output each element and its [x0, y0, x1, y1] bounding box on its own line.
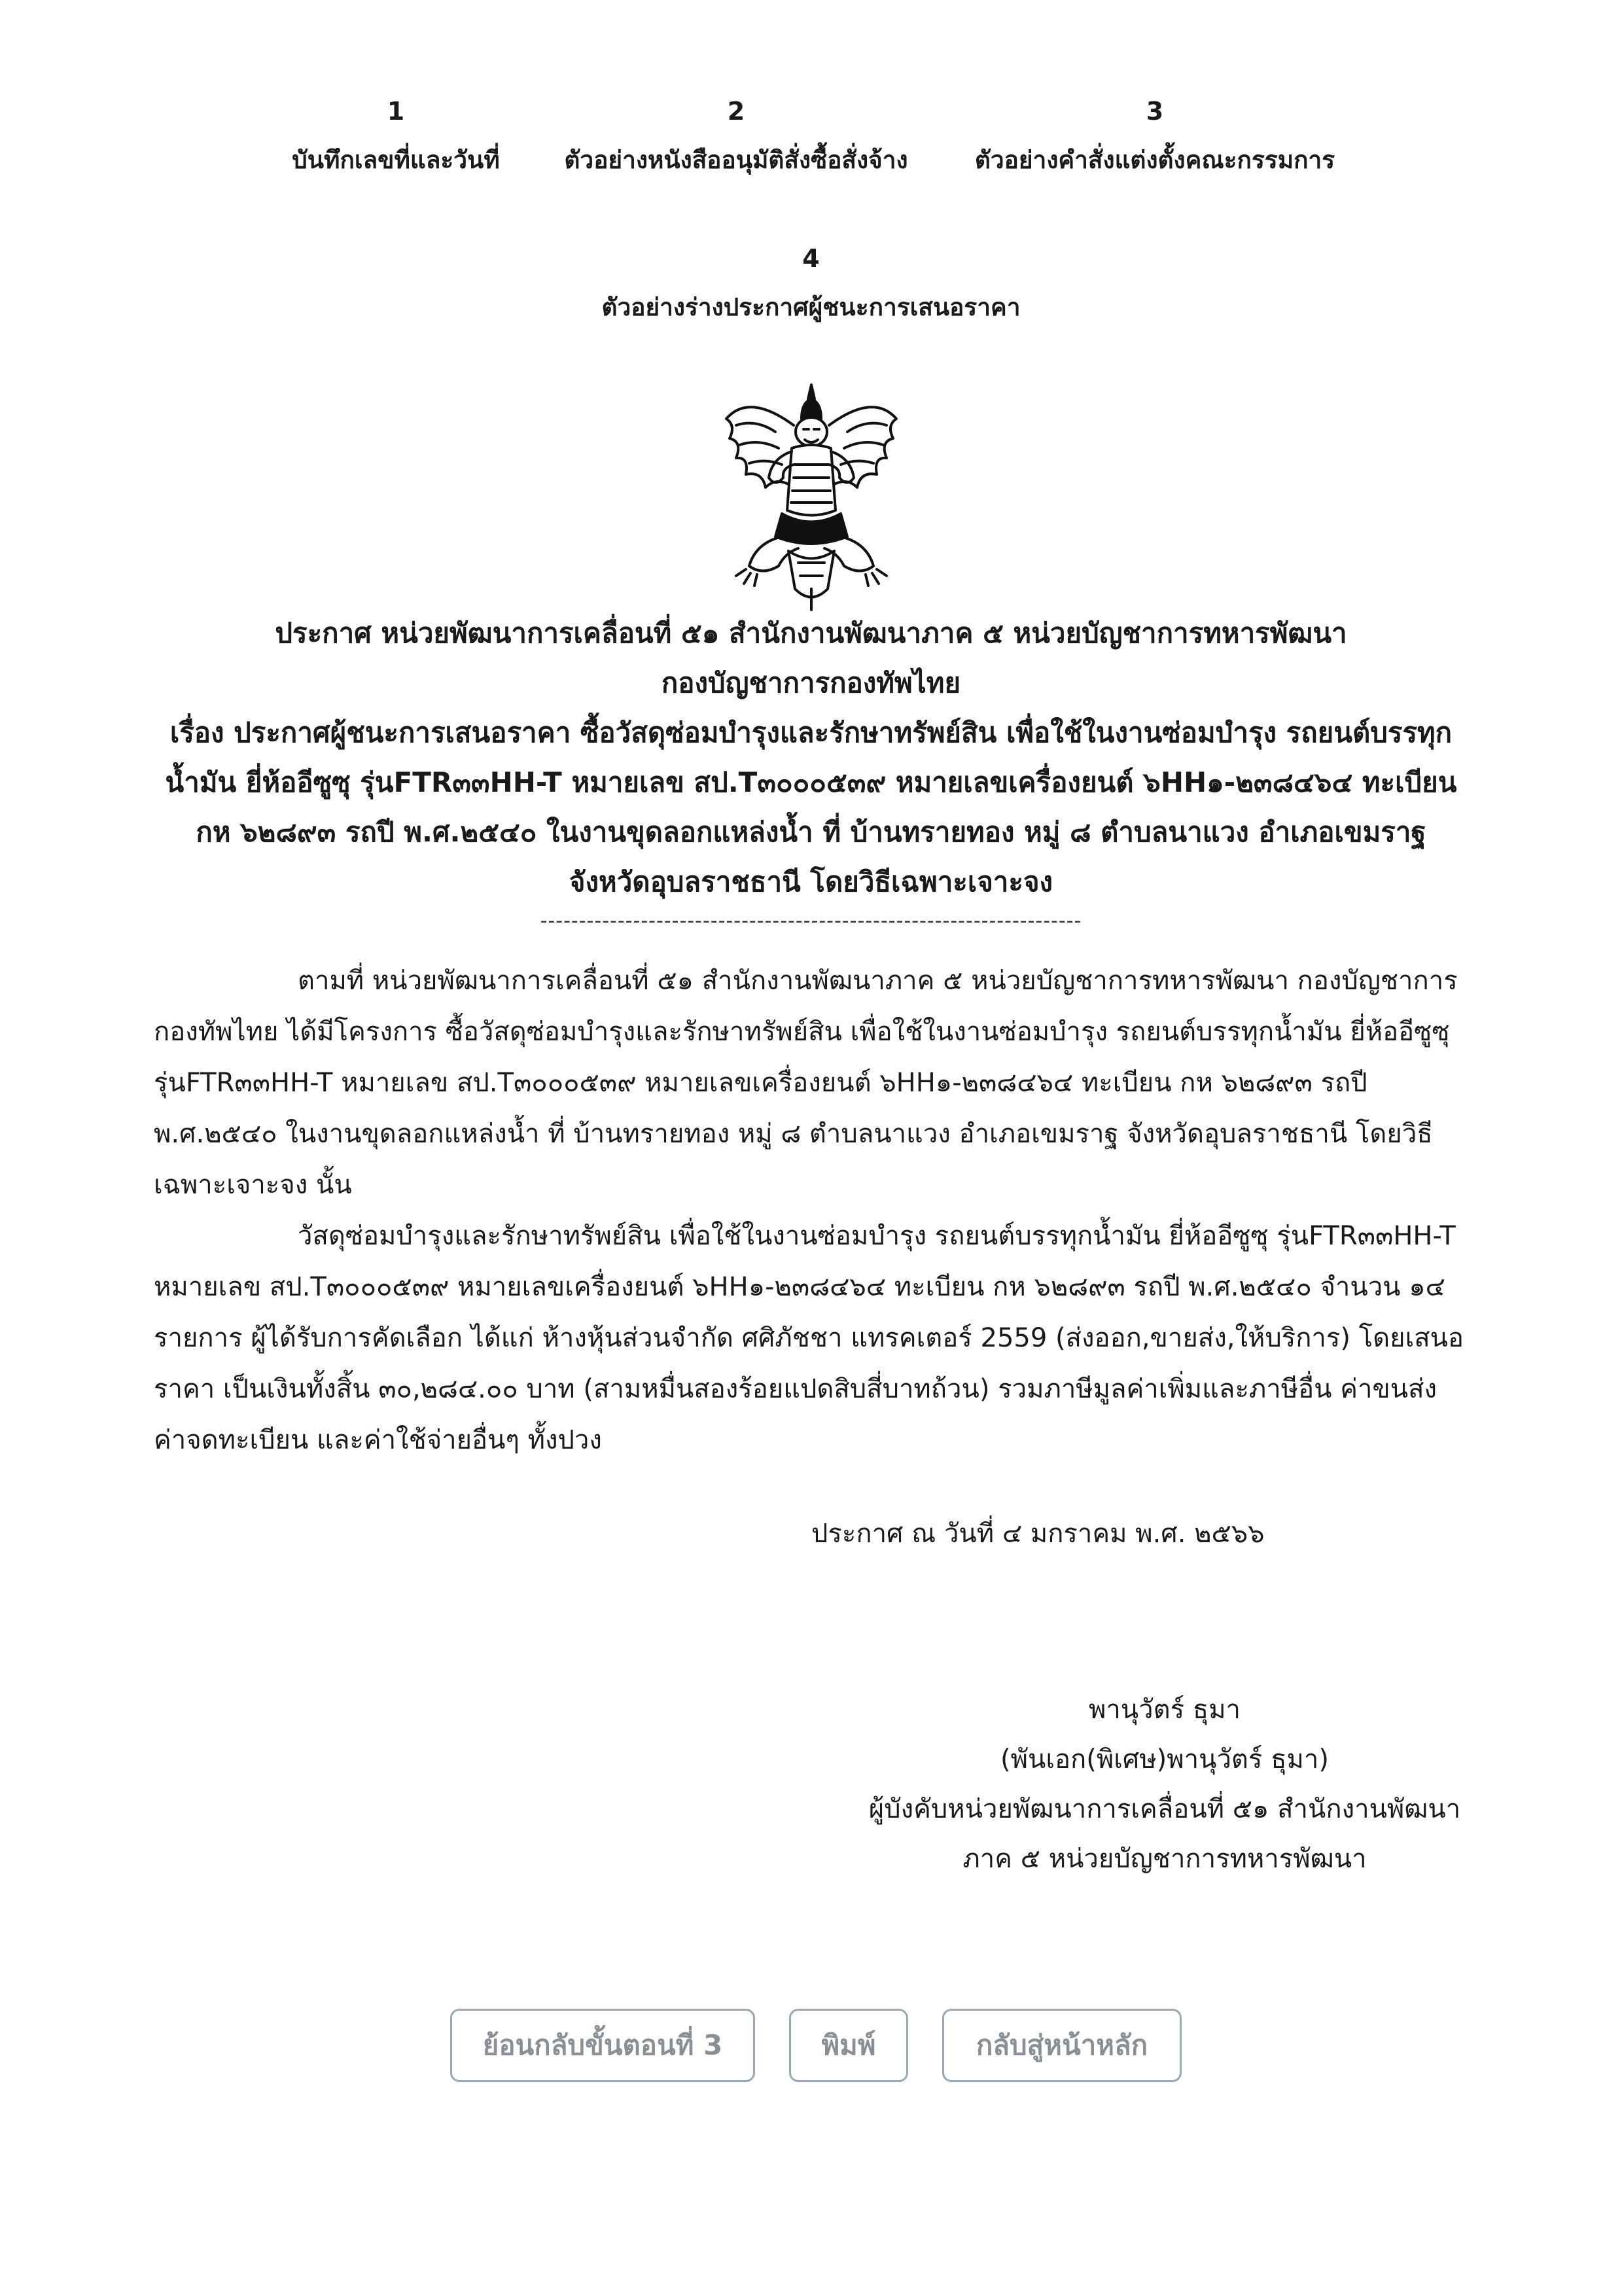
- action-buttons: [0, 2009, 1622, 2087]
- step-4: [0, 239, 1622, 337]
- back-to-step-3-button[interactable]: ย้อนกลับขั้นตอนที่ 3: [450, 2009, 755, 2082]
- signer-rank-name: (พันเอก(พิเศษ)พานุวัตร์ ธุมา): [1000, 1744, 1329, 1775]
- step-1: [265, 92, 527, 190]
- back-to-home-button[interactable]: กลับสู่หน้าหลัก: [942, 2009, 1182, 2082]
- step-number: 1: [387, 97, 405, 126]
- announcement-heading: [118, 609, 1504, 907]
- signer-name: พานุวัตร์ ธุมา: [1088, 1695, 1241, 1725]
- step-indicator: [0, 92, 1622, 236]
- step-label: ตัวอย่างร่างประกาศผู้ชนะการเสนอราคา: [601, 293, 1021, 321]
- garuda-emblem-icon: [710, 380, 913, 615]
- step-label: ตัวอย่างหนังสืออนุมัติสั่งซื้อสั่งจ้าง: [564, 146, 908, 174]
- separator-line: ----------------------------------------------------------------------: [540, 910, 1082, 932]
- step-number: 2: [727, 97, 745, 126]
- step-number: 3: [1146, 97, 1164, 126]
- step-label: บันทึกเลขที่และวันที่: [292, 146, 500, 174]
- signer-position-line: ผู้บังคับหน่วยพัฒนาการเคลื่อนที่ ๕๑ สำนักงานพัฒนา: [868, 1794, 1461, 1824]
- heading-line: น้ำมัน ยี่ห้ออีซูซุ รุ่นFTR๓๓HH-T หมายเลข สป.T๓๐๐๐๕๓๙ หมายเลขเครื่องยนต์ ๖HH๑-๒๓๘๔๖๔ ทะเบียน: [165, 766, 1457, 798]
- signature-block: [811, 1685, 1518, 1884]
- step-label: ตัวอย่างคำสั่งแต่งตั้งคณะกรรมการ: [974, 146, 1335, 174]
- heading-line: กองบัญชาการกองทัพไทย: [661, 667, 961, 699]
- heading-line: จังหวัดอุบลราชธานี โดยวิธีเฉพาะเจาะจง: [569, 866, 1053, 898]
- heading-line: ประกาศ หน่วยพัฒนาการเคลื่อนที่ ๕๑ สำนักงานพัฒนาภาค ๕ หน่วยบัญชาการทหารพัฒนา: [275, 617, 1347, 649]
- announcement-body: [154, 955, 1472, 1466]
- signer-position-line: ภาค ๕ หน่วยบัญชาการทหารพัฒนา: [962, 1844, 1367, 1874]
- body-paragraph-1: ตามที่ หน่วยพัฒนาการเคลื่อนที่ ๕๑ สำนักงานพัฒนาภาค ๕ หน่วยบัญชาการทหารพัฒนา กองบัญชาการกองทัพไทย ได้มีโครงการ ซื้อวัสดุซ่อมบำรุงและรักษาทรัพย์สิน เพื่อใช้ในงานซ่อมบำรุง รถยนต์บรรทุกน้ำมัน ยี่ห้ออีซูซุ รุ่นFTR๓๓HH-T หมายเลข สป.T๓๐๐๐๕๓๙ หมายเลขเครื่องยนต์ ๖HH๑-๒๓๘๔๖๔ ทะเบียน กห ๖๒๘๙๓ รถปี พ.ศ.๒๕๔๐ ในงานขุดลอกแหล่งน้ำ ที่ บ้านทรายทอง หมู่ ๘ ตำบลนาแวง อำเภอเขมราฐ จังหวัดอุบลราชธานี โดยวิธีเฉพาะเจาะจง นั้น: [154, 966, 1458, 1200]
- print-button[interactable]: พิมพ์: [789, 2009, 908, 2082]
- step-number: 4: [802, 244, 820, 273]
- step-3: [952, 92, 1358, 190]
- step-2: [540, 92, 932, 190]
- heading-line: เรื่อง ประกาศผู้ชนะการเสนอราคา ซื้อวัสดุซ่อมบำรุงและรักษาทรัพย์สิน เพื่อใช้ในงานซ่อมบำรุง รถยนต์บรรทุก: [169, 716, 1453, 749]
- heading-line: กห ๖๒๘๙๓ รถปี พ.ศ.๒๕๔๐ ในงานขุดลอกแหล่งน้ำ ที่ บ้านทรายทอง หมู่ ๘ ตำบลนาแวง อำเภอเขมราฐ: [196, 816, 1426, 848]
- announcement-date: ประกาศ ณ วันที่ ๔ มกราคม พ.ศ. ๒๕๖๖: [811, 1519, 1265, 1549]
- body-paragraph-2: วัสดุซ่อมบำรุงและรักษาทรัพย์สิน เพื่อใช้ในงานซ่อมบำรุง รถยนต์บรรทุกน้ำมัน ยี่ห้ออีซูซุ รุ่นFTR๓๓HH-T หมายเลข สป.T๓๐๐๐๕๓๙ หมายเลขเครื่องยนต์ ๖HH๑-๒๓๘๔๖๔ ทะเบียน กห ๖๒๘๙๓ รถปี พ.ศ.๒๕๔๐ จำนวน ๑๔ รายการ ผู้ได้รับการคัดเลือก ได้แก่ ห้างหุ้นส่วนจำกัด ศศิภัชชา แทรคเตอร์ 2559 (ส่งออก,ขายส่ง,ให้บริการ) โดยเสนอราคา เป็นเงินทั้งสิ้น ๓๐,๒๘๔.๐๐ บาท (สามหมื่นสองร้อยแปดสิบสี่บาทถ้วน) รวมภาษีมูลค่าเพิ่มและภาษีอื่น ค่าขนส่ง ค่าจดทะเบียน และค่าใช้จ่ายอื่นๆ ทั้งปวง: [154, 1221, 1464, 1455]
